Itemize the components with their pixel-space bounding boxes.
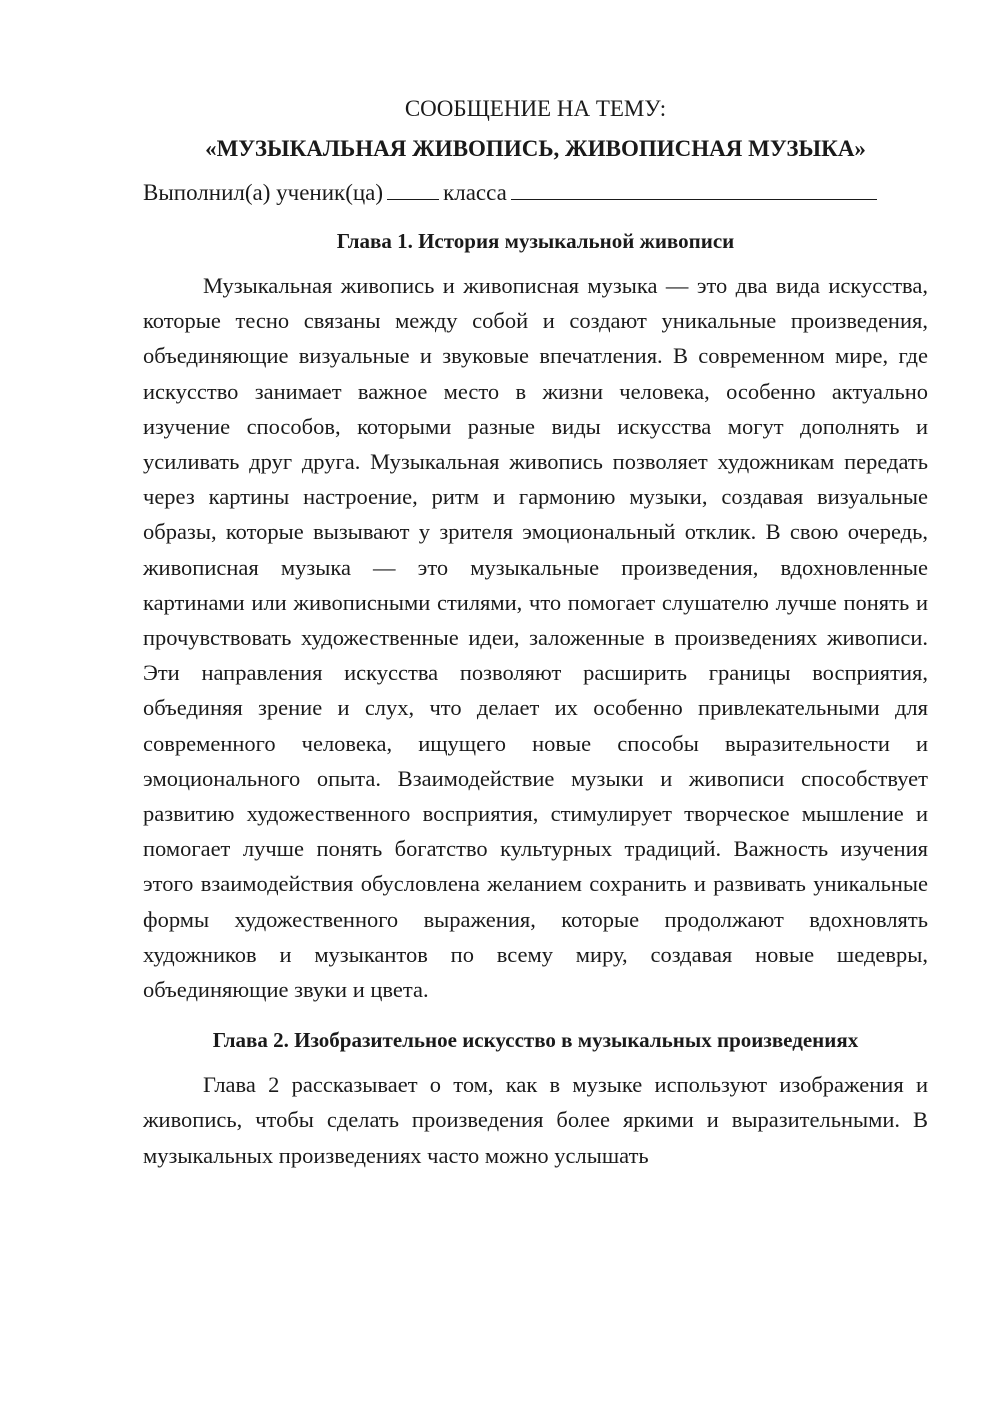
chapter-2-paragraph: Глава 2 рассказывает о том, как в музыке используют изображения и живопись, чтобы сделать произведения более яркими и выразительными. В музыкальных произведениях часто можно услышать [143,1072,928,1168]
chapter-1-heading: Глава 1. История музыкальной живописи [336,229,735,253]
class-number-blank [387,177,439,200]
document-page [143,92,928,1173]
author-class-label: класса [443,180,507,205]
author-name-blank [511,177,877,200]
author-prefix: Выполнил(а) ученик(ца) [143,180,384,205]
chapter-2-heading: Глава 2. Изобразительное искусство в музыкальных произведениях [212,1028,859,1053]
chapter-1-paragraph: Музыкальная живопись и живописная музыка — это два вида искусства, которые тесно связаны между собой и создают уникальные произведения, объединяющие визуальные и звуковые впечатления. В современном мире, где искусство занимает важное место в жизни человека, особенно актуально изучение способов, которыми разные виды искусства могут дополнять и усиливать друг друга. Музыкальная живопись позволяет художникам передать через картины настроение, ритм и гармонию музыки, создавая визуальные образы, которые вызывают у зрителя эмоциональный отклик. В свою очередь, живописная музыка — это музыкальные произведения, вдохновленные картинами или живописными стилями, что помогает слушателю лучше понять и прочувствовать художественные идеи, заложенные в произведениях живописи. Эти направления искусства позволяют расширить границы восприятия, объединяя зрение и слух, что делает их особенно привлекательными для современного человека, ищущего новые способы выразительности и эмоционального опыта. Взаимодействие музыки и живописи способствует развитию художественного восприятия, стимулирует творческое мышление и помогает лучше понять богатство культурных традиций. Важность изучения этого взаимодействия обусловлена желанием сохранить и развивать уникальные формы художественного выражения, которые продолжают вдохновлять художников и музыкантов по всему миру, создавая новые шедевры, объединяющие звуки и цвета. [143,273,928,1003]
document-title-line-2: «МУЗЫКАЛЬНАЯ ЖИВОПИСЬ, ЖИВОПИСНАЯ МУЗЫКА» [205,136,866,161]
author-line [143,176,928,210]
document-title-line-1: СООБЩЕНИЕ НА ТЕМУ: [404,96,667,121]
